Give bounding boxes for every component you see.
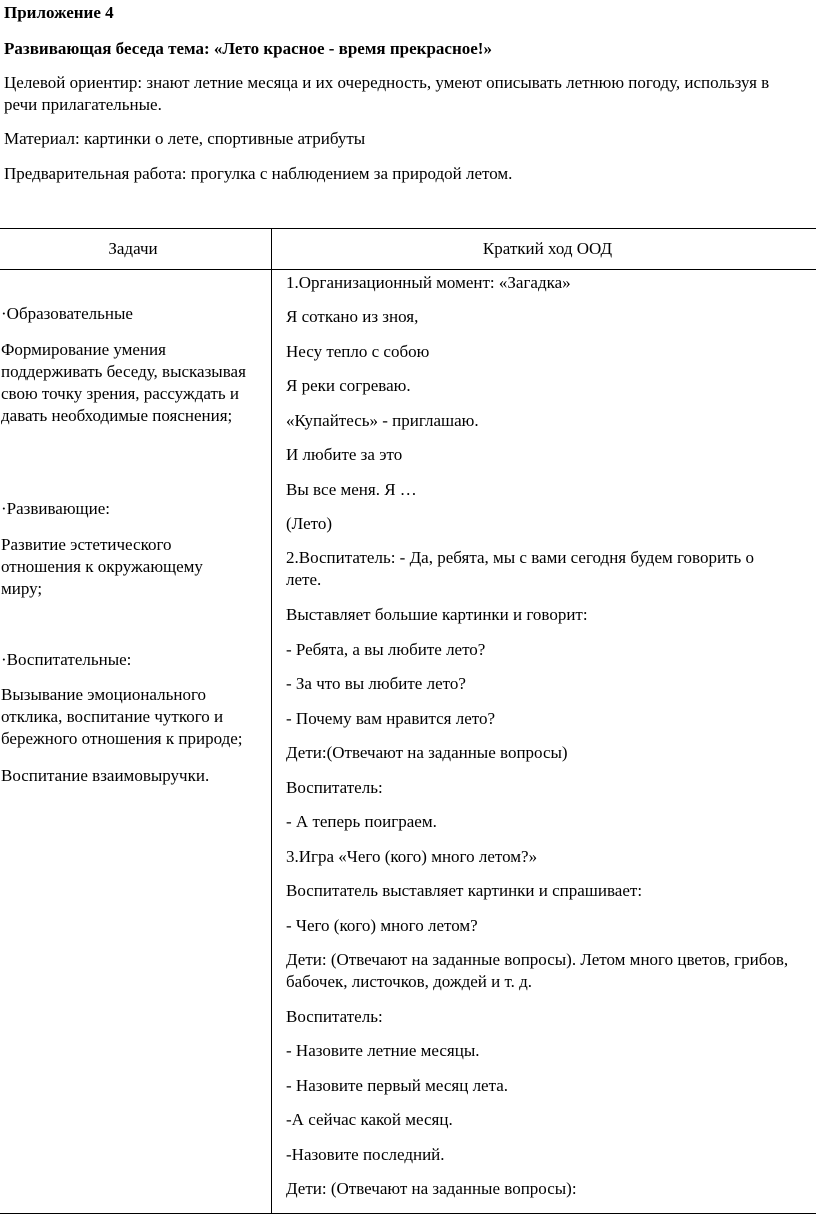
course-line: Воспитатель: — [286, 1006, 806, 1028]
course-line: Воспитатель: — [286, 777, 806, 799]
course-line: (Лето) — [286, 513, 806, 535]
column-header-tasks: Задачи — [0, 229, 272, 270]
column-header-course: Краткий ход ООД — [272, 229, 816, 270]
course-line: Несу тепло с собою — [286, 341, 806, 363]
course-line: Воспитатель выставляет картинки и спрашивает: — [286, 880, 806, 902]
course-line: 1.Организационный момент: «Загадка» — [286, 272, 806, 294]
course-line: 2.Воспитатель: - Да, ребята, мы с вами сегодня будем говорить о лете. — [286, 547, 756, 591]
course-line: И любите за это — [286, 444, 806, 466]
course-line: - Назовите первый месяц лета. — [286, 1075, 806, 1097]
course-line: -Назовите последний. — [286, 1144, 806, 1166]
task-item: Развитие эстетического отношения к окружающему миру; — [1, 534, 233, 600]
table-header-row — [0, 229, 816, 270]
prework-paragraph: Предварительная работа: прогулка с наблюдением за природой летом. — [4, 163, 512, 185]
course-line: Выставляет большие картинки и говорит: — [286, 604, 806, 626]
course-cell — [272, 270, 816, 1214]
tasks-cell-body — [0, 270, 271, 1213]
task-item: Формирование умения поддерживать беседу, высказывая свою точку зрения, рассуждать и давать необходимые пояснения; — [1, 339, 269, 427]
document-title: Развивающая беседа тема: «Лето красное - время прекрасное!» — [4, 38, 492, 60]
course-line: - Почему вам нравится лето? — [286, 708, 806, 730]
course-cell-body — [272, 270, 816, 1213]
course-line: 3.Игра «Чего (кого) много летом?» — [286, 846, 806, 868]
task-item: ·Воспитательные: — [1, 649, 277, 671]
goal-paragraph: Целевой ориентир: знают летние месяца и их очередность, умеют описывать летнюю погоду, используя в речи прилагательные. — [4, 72, 804, 116]
course-line: Я соткано из зноя, — [286, 306, 806, 328]
course-line: - Ребята, а вы любите лето? — [286, 639, 806, 661]
course-line: - За что вы любите лето? — [286, 673, 806, 695]
course-line: - Назовите летние месяцы. — [286, 1040, 806, 1062]
material-paragraph: Материал: картинки о лете, спортивные атрибуты — [4, 128, 365, 150]
course-line: Дети: (Отвечают на заданные вопросы): — [286, 1178, 806, 1200]
course-line: - Чего (кого) много летом? — [286, 915, 806, 937]
course-line: Вы все меня. Я … — [286, 479, 806, 501]
tasks-cell — [0, 270, 272, 1214]
lesson-table — [0, 228, 816, 1214]
task-item: ·Образовательные — [1, 303, 277, 325]
course-line: - А теперь поиграем. — [286, 811, 806, 833]
task-item: ·Развивающие: — [1, 498, 277, 520]
task-item: Вызывание эмоционального отклика, воспитание чуткого и бережного отношения к природе; — [1, 684, 271, 750]
course-line: Дети:(Отвечают на заданные вопросы) — [286, 742, 806, 764]
appendix-label: Приложение 4 — [4, 2, 114, 24]
table-body-row — [0, 270, 816, 1214]
course-line: «Купайтесь» - приглашаю. — [286, 410, 806, 432]
course-line: Я реки согреваю. — [286, 375, 806, 397]
course-line: -А сейчас какой месяц. — [286, 1109, 806, 1131]
task-item: Воспитание взаимовыручки. — [1, 765, 277, 787]
course-line: Дети: (Отвечают на заданные вопросы). Летом много цветов, грибов, бабочек, листочков, дождей и т. д. — [286, 949, 806, 993]
